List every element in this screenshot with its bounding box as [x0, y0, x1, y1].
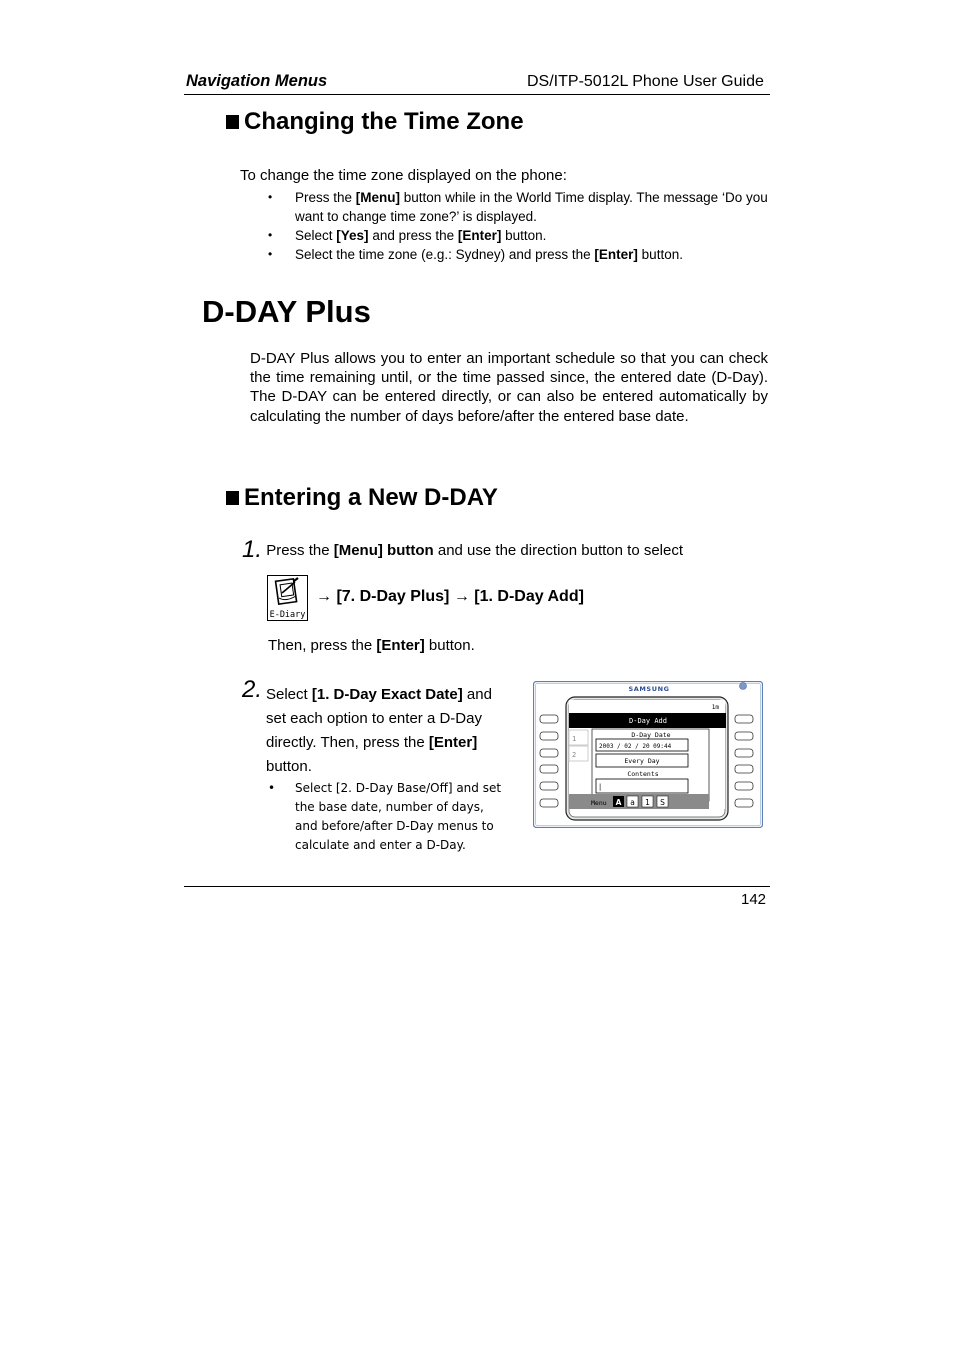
soft-key-left-2 [540, 732, 558, 740]
svg-text:Every Day: Every Day [624, 757, 660, 765]
soft-key-left-6 [540, 799, 558, 807]
menu-path: → [7. D-Day Plus] → [1. D-Day Add] [316, 588, 584, 605]
step-2-notes [268, 779, 508, 855]
led-icon [740, 683, 747, 690]
header-divider [184, 94, 770, 95]
contents-field [596, 779, 688, 793]
svg-text:A: A [615, 798, 622, 807]
arrow-icon: → [453, 588, 470, 605]
brand-logo: SAMSUNG [628, 685, 670, 693]
svg-text:1: 1 [572, 735, 577, 743]
header-guide-title: DS/ITP-5012L Phone User Guide [527, 73, 764, 90]
soft-key-right-5 [735, 782, 753, 790]
step-1-then: Then, press the [Enter] button. [268, 637, 475, 654]
list-item: • Press the [Menu] button while in the World Time display. The message ‘Do you want to change time zone?’ is displayed. [268, 188, 768, 226]
contents-label: Contents [627, 770, 659, 778]
svg-text:2003 / 02 / 20 09:44: 2003 / 02 / 20 09:44 [599, 743, 672, 750]
arrow-icon: → [316, 588, 332, 605]
square-bullet-icon [226, 115, 239, 129]
list-item: • Select [Yes] and press the [Enter] button. [268, 226, 768, 245]
soft-key-left-3 [540, 749, 558, 757]
icon-label: E-Diary [269, 610, 306, 620]
svg-text:1: 1 [645, 798, 650, 807]
phone-screen-image [533, 681, 763, 828]
soft-key-right-6 [735, 799, 753, 807]
svg-text:a: a [630, 798, 635, 807]
list-item: • Select the time zone (e.g.: Sydney) and press the [Enter] button. [268, 245, 768, 264]
dday-description: D-DAY Plus allows you to enter an important schedule so that you can check the time remaining until, or the time passed since, the entered date (D-Day). The D-DAY can be entered directly, or can also be entered automatically by calculating the number of days before/after the entered base date. [250, 350, 768, 425]
menu-label: Menu [591, 799, 607, 807]
time-zone-intro: To change the time zone displayed on the phone: [240, 167, 567, 184]
soft-key-right-2 [735, 732, 753, 740]
soft-key-right-1 [735, 715, 753, 723]
date-label: D-Day Date [631, 731, 671, 739]
soft-key-left-5 [540, 782, 558, 790]
list-item: • Select [2. D-Day Base/Off] and set the base date, number of days, and before/after D-Day menus to calculate and enter a D-Day. [268, 779, 508, 855]
soft-key-left-4 [540, 765, 558, 773]
svg-text:S: S [660, 798, 665, 807]
step-2: Select [1. D-Day Exact Date] and set each option to enter a D-Day directly. Then, press the [Enter] button. [266, 686, 492, 775]
header-section-title: Navigation Menus [186, 72, 328, 90]
lcd-title: D-Day Add [629, 717, 667, 725]
step-number: 1. [242, 536, 263, 563]
status-indicator: 1m [711, 704, 719, 711]
soft-key-right-4 [735, 765, 753, 773]
section-heading-time-zone: Changing the Time Zone [226, 108, 524, 136]
svg-text:2: 2 [572, 751, 577, 759]
time-zone-steps [268, 188, 768, 264]
soft-key-right-3 [735, 749, 753, 757]
svg-text:|: | [598, 783, 603, 791]
e-diary-icon [267, 575, 308, 621]
page-number: 142 [741, 891, 767, 908]
footer-divider [184, 886, 770, 887]
chapter-title: D-DAY Plus [202, 294, 371, 329]
soft-key-left-1 [540, 715, 558, 723]
step-number: 2. [242, 676, 263, 703]
square-bullet-icon [226, 491, 239, 505]
step-1: 1. Press the [Menu] button and use the direction button to select [242, 536, 684, 563]
section-heading-entering: Entering a New D-DAY [226, 484, 498, 512]
